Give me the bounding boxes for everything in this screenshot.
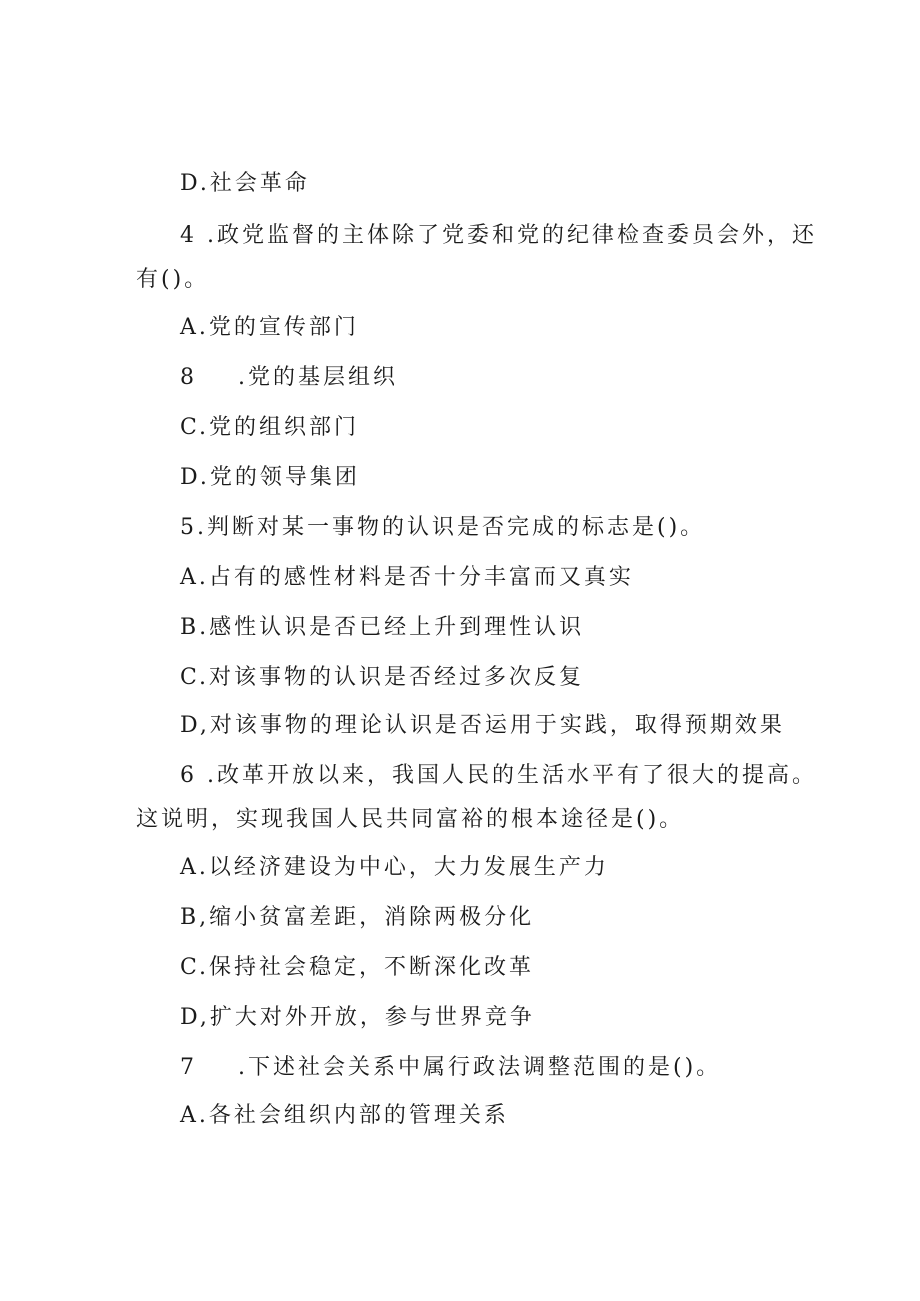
question-7-number: 7 bbox=[180, 1055, 197, 1080]
option-4a: A.党的宣传部门 bbox=[180, 315, 359, 340]
question-4-line-1: 4 .政党监督的主体除了党委和党的纪律检查委员会外，还 bbox=[180, 223, 817, 248]
question-4-line-2: 有()。 bbox=[136, 267, 210, 292]
option-3d: D.社会革命 bbox=[180, 171, 310, 196]
question-5: 5.判断对某一事物的认识是否完成的标志是()。 bbox=[180, 515, 706, 540]
option-6d: D,扩大对外开放，参与世界竞争 bbox=[180, 1005, 535, 1030]
option-7a: A.各社会组织内部的管理关系 bbox=[180, 1103, 509, 1128]
question-7-text: .下述社会关系中属行政法调整范围的是()。 bbox=[238, 1055, 722, 1080]
option-5a: A.占有的感性材料是否十分丰富而又真实 bbox=[180, 565, 634, 590]
option-6b: B,缩小贫富差距，消除两极分化 bbox=[180, 905, 535, 930]
question-6-line-1: 6 .改革开放以来，我国人民的生活水平有了很大的提高。 bbox=[180, 763, 817, 788]
option-4d: D.党的领导集团 bbox=[180, 465, 360, 490]
option-6a: A.以经济建设为中心，大力发展生产力 bbox=[180, 855, 609, 880]
option-4b-text: .党的基层组织 bbox=[238, 365, 398, 390]
option-5c: C.对该事物的认识是否经过多次反复 bbox=[180, 665, 585, 690]
option-4b-number: 8 bbox=[180, 365, 197, 390]
option-5d: D,对该事物的理论认识是否运用于实践，取得预期效果 bbox=[180, 713, 785, 738]
option-5b: B.感性认识是否已经上升到理性认识 bbox=[180, 615, 585, 640]
option-4c: C.党的组织部门 bbox=[180, 415, 360, 440]
question-6-line-2: 这说明，实现我国人民共同富裕的根本途径是()。 bbox=[136, 807, 685, 832]
option-6c: C.保持社会稳定，不断深化改革 bbox=[180, 955, 535, 980]
